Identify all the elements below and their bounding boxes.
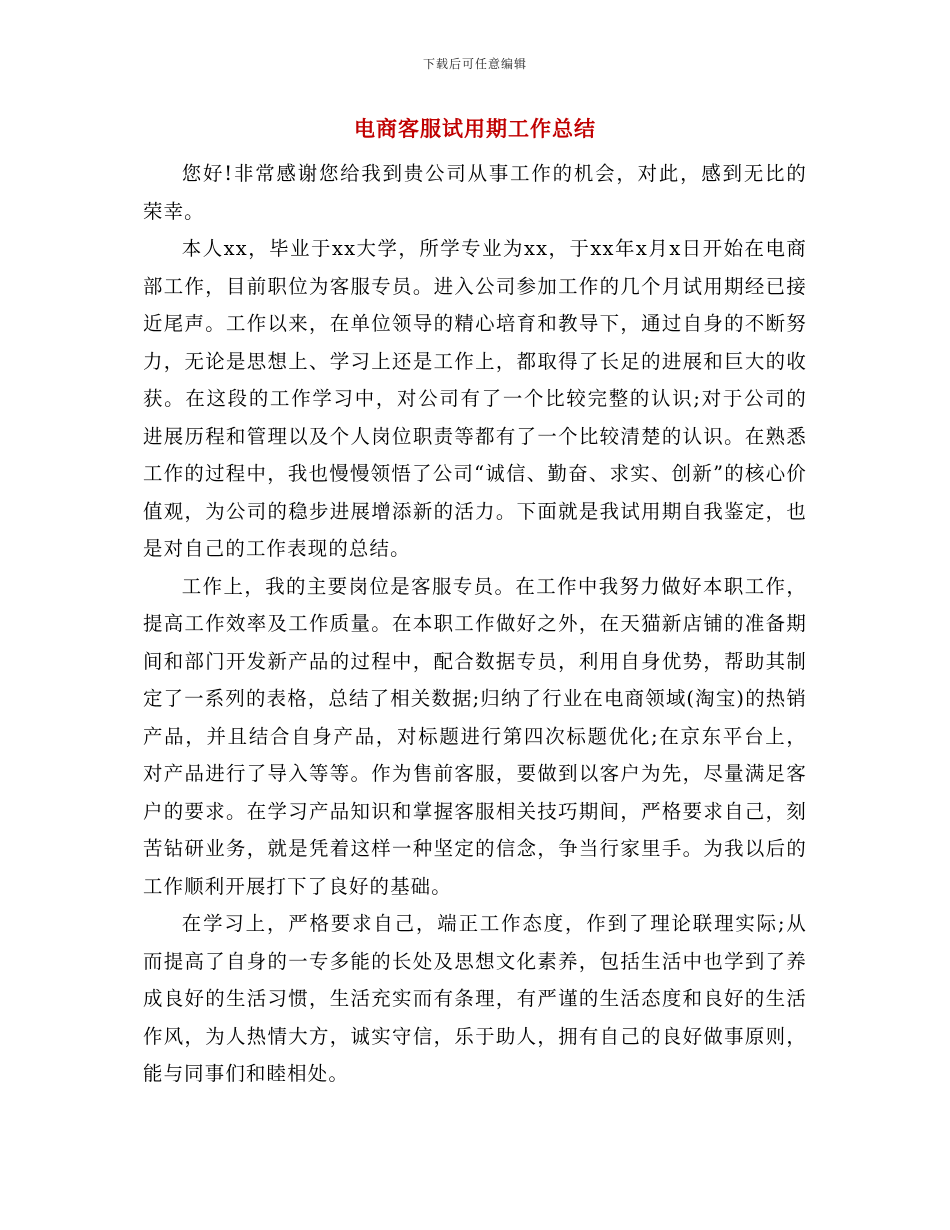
paragraph-study: 在学习上，严格要求自己，端正工作态度，作到了理论联理实际;从而提高了自身的一专多能的长处及思想文化素养，包括生活中也学到了养成良好的生活习惯，生活充实而有条理，有严谨的生活态度和良好的生活作风，为人热情大方，诚实守信，乐于助人，拥有自己的良好做事原则，能与同事们和睦相处。 [143, 912, 807, 1085]
header-note: 下载后可任意编辑 [422, 57, 527, 71]
paragraph-work: 工作上，我的主要岗位是客服专员。在工作中我努力做好本职工作，提高工作效率及工作质量。在本职工作做好之外，在天猫新店铺的准备期间和部门开发新产品的过程中，配合数据专员，利用自身优势，帮助其制定了一系列的表格，总结了相关数据;归纳了行业在电商领域(淘宝)的热销产品，并且结合自身产品，对标题进行第四次标题优化;在京东平台上，对产品进行了导入等等。作为售前客服，要做到以客户为先，尽量满足客户的要求。在学习产品知识和掌握客服相关技巧期间，严格要求自己，刻苦钻研业务，就是凭着这样一种坚定的信念，争当行家里手。为我以后的工作顺利开展打下了良好的基础。 [143, 574, 807, 898]
document-body [143, 155, 807, 1093]
paragraph-introduction: 本人xx，毕业于xx大学，所学专业为xx，于xx年x月x日开始在电商部工作，目前职位为客服专员。进入公司参加工作的几个月试用期经已接近尾声。工作以来，在单位领导的精心培育和教导下，通过自身的不断努力，无论是思想上、学习上还是工作上，都取得了长足的进展和巨大的收获。在这段的工作学习中，对公司有了一个比较完整的认识;对于公司的进展历程和管理以及个人岗位职责等都有了一个比较清楚的认识。在熟悉工作的过程中，我也慢慢领悟了公司“诚信、勤奋、求实、创新”的核心价值观，为公司的稳步进展增添新的活力。下面就是我试用期自我鉴定，也是对自己的工作表现的总结。 [143, 237, 807, 560]
document-title: 电商客服试用期工作总结 [354, 116, 596, 141]
paragraph-greeting: 您好!非常感谢您给我到贵公司从事工作的机会，对此，感到无比的荣幸。 [143, 162, 807, 223]
